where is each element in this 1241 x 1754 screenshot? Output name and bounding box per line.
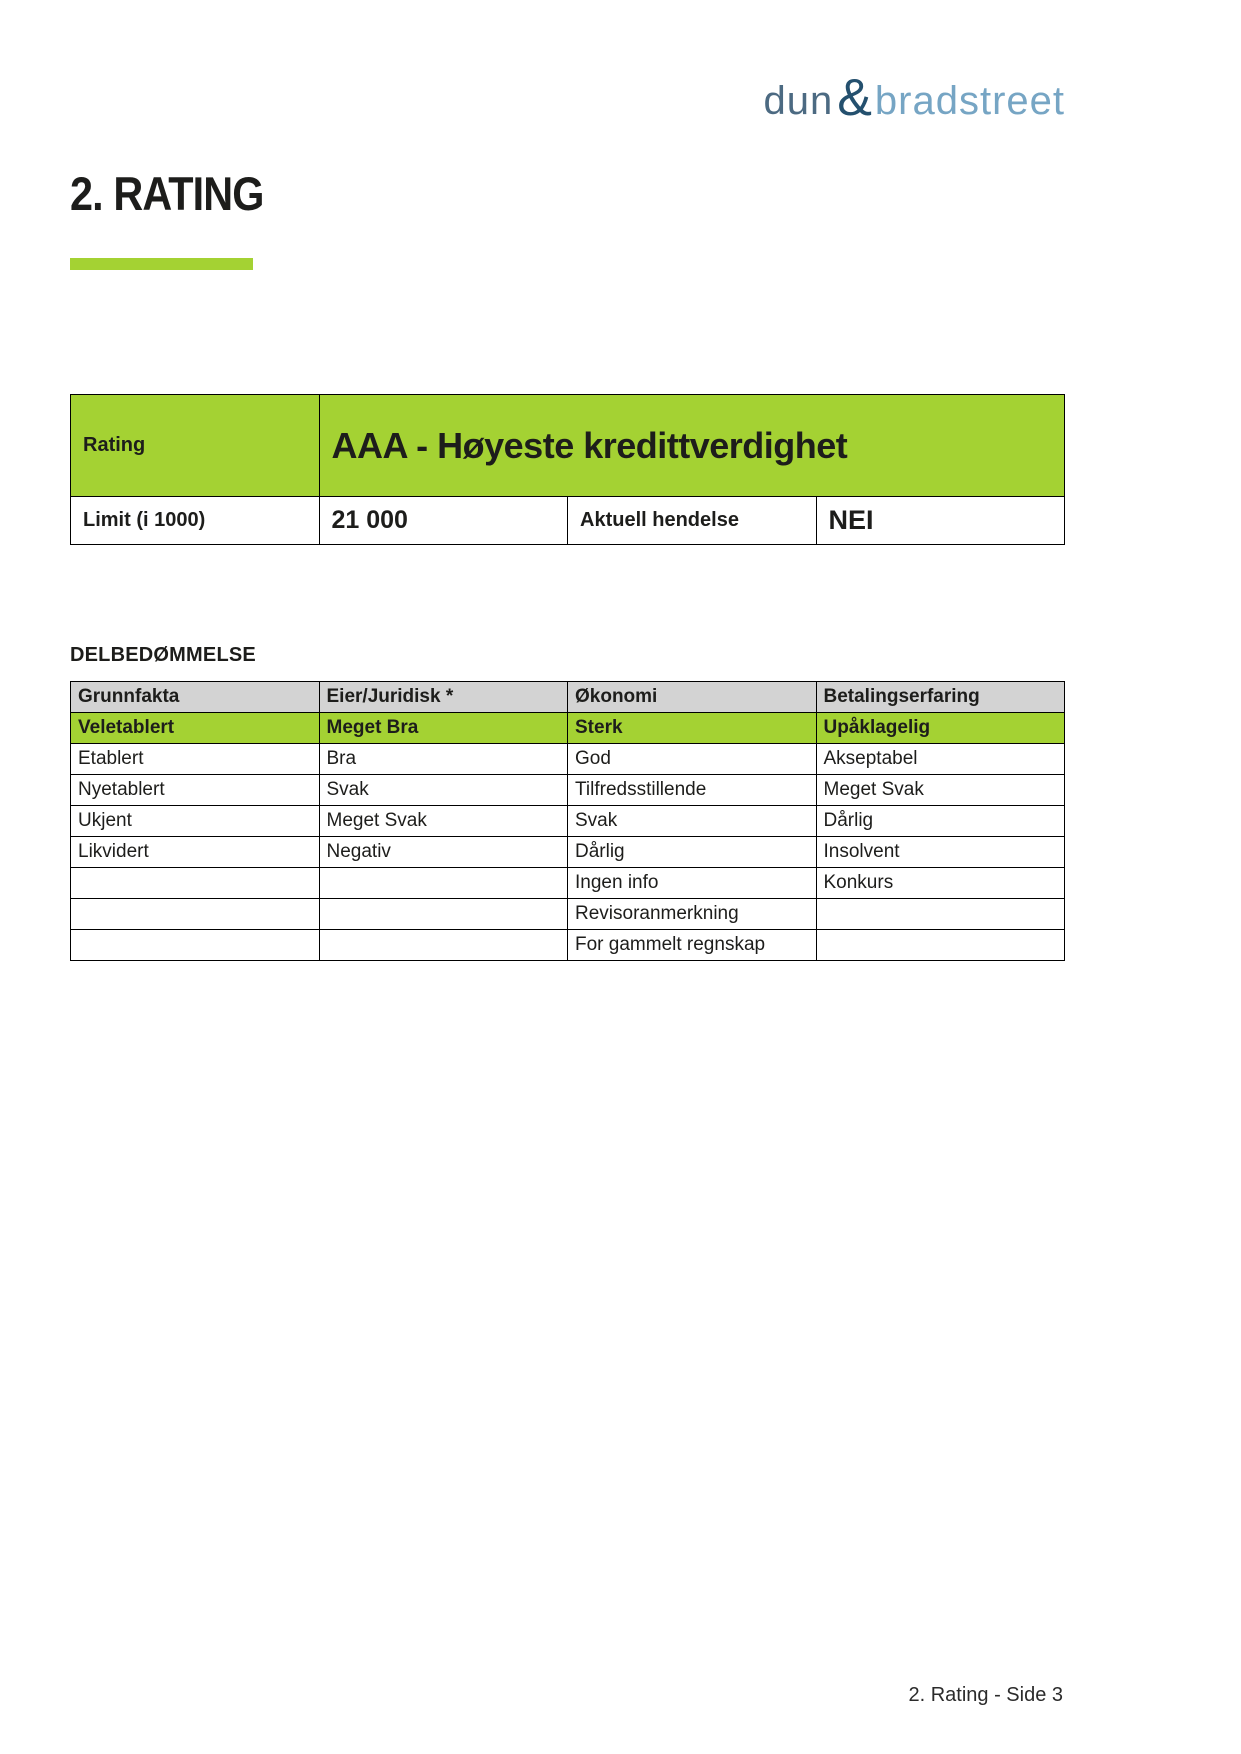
cell: Konkurs — [816, 868, 1065, 899]
logo-text-dun: dun — [763, 78, 834, 123]
event-label-cell — [568, 497, 817, 545]
logo-ampersand-icon: & — [837, 69, 873, 127]
header-okonomi: Økonomi — [568, 682, 817, 713]
cell — [319, 899, 568, 930]
table-row — [71, 744, 1065, 775]
rating-value: AAA - Høyeste kredittverdighet — [331, 424, 848, 466]
limit-label: Limit (i 1000) — [83, 509, 206, 531]
selected-grunnfakta: Veletablert — [71, 713, 320, 744]
rating-label: Rating — [83, 434, 146, 456]
table-row — [71, 930, 1065, 961]
cell: Insolvent — [816, 837, 1065, 868]
cell — [71, 899, 320, 930]
table-row — [71, 899, 1065, 930]
event-label: Aktuell hendelse — [580, 509, 739, 531]
cell: Negativ — [319, 837, 568, 868]
delbedommelse-table — [70, 681, 1065, 961]
cell: Dårlig — [816, 806, 1065, 837]
cell — [816, 899, 1065, 930]
cell: Etablert — [71, 744, 320, 775]
header-grunnfakta: Grunnfakta — [71, 682, 320, 713]
selected-okonomi: Sterk — [568, 713, 817, 744]
table-row — [71, 806, 1065, 837]
cell: For gammelt regnskap — [568, 930, 817, 961]
rating-value-cell — [319, 395, 1065, 497]
table-row — [71, 775, 1065, 806]
selected-betalingserfaring: Upåklagelig — [816, 713, 1065, 744]
page-footer: 2. Rating - Side 3 — [908, 1684, 1063, 1706]
cell — [319, 868, 568, 899]
cell: Likvidert — [71, 837, 320, 868]
cell: Tilfredsstillende — [568, 775, 817, 806]
cell: Svak — [568, 806, 817, 837]
limit-label-cell — [71, 497, 320, 545]
cell: God — [568, 744, 817, 775]
rating-row — [71, 395, 1065, 497]
page-title: 2. RATING — [70, 167, 264, 220]
section-title-delbedommelse: DELBEDØMMELSE — [70, 644, 256, 666]
dun-bradstreet-logo — [763, 68, 1065, 134]
limit-value-cell — [319, 497, 568, 545]
cell: Akseptabel — [816, 744, 1065, 775]
selected-rating-row — [71, 713, 1065, 744]
cell — [71, 930, 320, 961]
title-accent-bar — [70, 258, 253, 270]
table-row — [71, 868, 1065, 899]
header-betalingserfaring: Betalingserfaring — [816, 682, 1065, 713]
logo-text-bradstreet: bradstreet — [874, 78, 1065, 123]
cell — [816, 930, 1065, 961]
cell: Revisoranmerkning — [568, 899, 817, 930]
cell: Ukjent — [71, 806, 320, 837]
limit-value: 21 000 — [331, 506, 408, 534]
limit-row — [71, 497, 1065, 545]
cell: Ingen info — [568, 868, 817, 899]
selected-eier-juridisk: Meget Bra — [319, 713, 568, 744]
event-value: NEI — [828, 505, 874, 535]
rating-label-cell — [71, 395, 320, 497]
rating-summary-table — [70, 394, 1065, 545]
cell: Svak — [319, 775, 568, 806]
cell: Meget Svak — [319, 806, 568, 837]
table-row — [71, 837, 1065, 868]
cell — [71, 868, 320, 899]
table-header-row — [71, 682, 1065, 713]
event-value-cell — [816, 497, 1065, 545]
cell: Meget Svak — [816, 775, 1065, 806]
cell: Nyetablert — [71, 775, 320, 806]
header-eier-juridisk: Eier/Juridisk * — [319, 682, 568, 713]
cell: Bra — [319, 744, 568, 775]
cell: Dårlig — [568, 837, 817, 868]
cell — [319, 930, 568, 961]
